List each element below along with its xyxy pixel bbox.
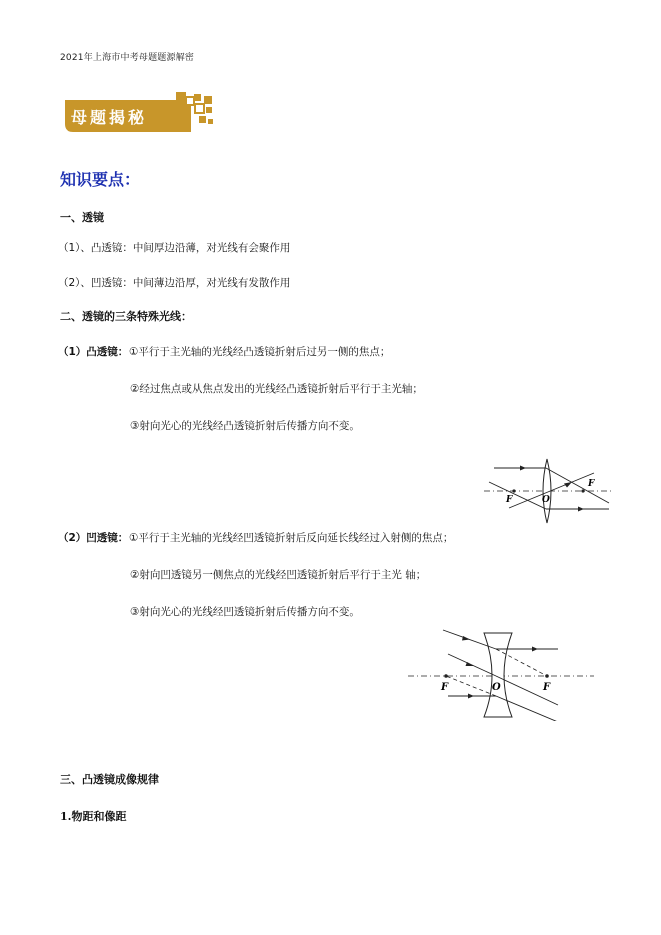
convex-focus-right-label: F [588,479,595,489]
convex-center-label: O [542,495,550,505]
convex-lens-line: （1）、凸透镜：中间厚边沿薄，对光线有会聚作用 [58,242,291,254]
convex-rule-1: ①平行于主光轴的光线经凸透镜折射后过另一侧的焦点； [129,346,391,358]
banner-title: 母题揭秘 [71,108,148,127]
convex-label: （1）凸透镜： [58,346,129,358]
concave-focus-right-label: F [543,682,551,693]
concave-focus-left-label: F [441,682,449,693]
convex-lens-diagram [484,456,614,526]
convex-rule-2: ②经过焦点或从焦点发出的光线经凸透镜折射后平行于主光轴； [130,383,423,395]
convex-rule-3: ③射向光心的光线经凸透镜折射后传播方向不变。 [130,420,360,432]
concave-label: （2）凹透镜： [58,532,129,544]
special-rays-title: 二、透镜的三条特殊光线： [60,310,192,323]
concave-rule-1: ①平行于主光轴的光线经凹透镜折射后反向延长线经过入射侧的焦点； [129,532,454,544]
banner [63,92,223,136]
convex-focus-left-label: F [506,495,513,505]
concave-rule-2: ②射向凹透镜另一侧焦点的光线经凹透镜折射后平行于主光 轴； [130,569,427,581]
lens-section-title: 一、透镜 [60,211,104,224]
page-header: 2021年上海市中考母题题源解密 [60,53,195,63]
section-heading: 知识要点： [60,170,141,189]
imaging-rules-title: 三、凸透镜成像规律 [60,773,159,786]
concave-rule-3: ③射向光心的光线经凹透镜折射后传播方向不变。 [130,606,360,618]
object-image-distance-title: 1.物距和像距 [60,810,127,823]
concave-lens-diagram [408,627,594,721]
concave-lens-line: （2）、凹透镜：中间薄边沿厚，对光线有发散作用 [58,277,291,289]
concave-center-label: O [492,682,501,693]
